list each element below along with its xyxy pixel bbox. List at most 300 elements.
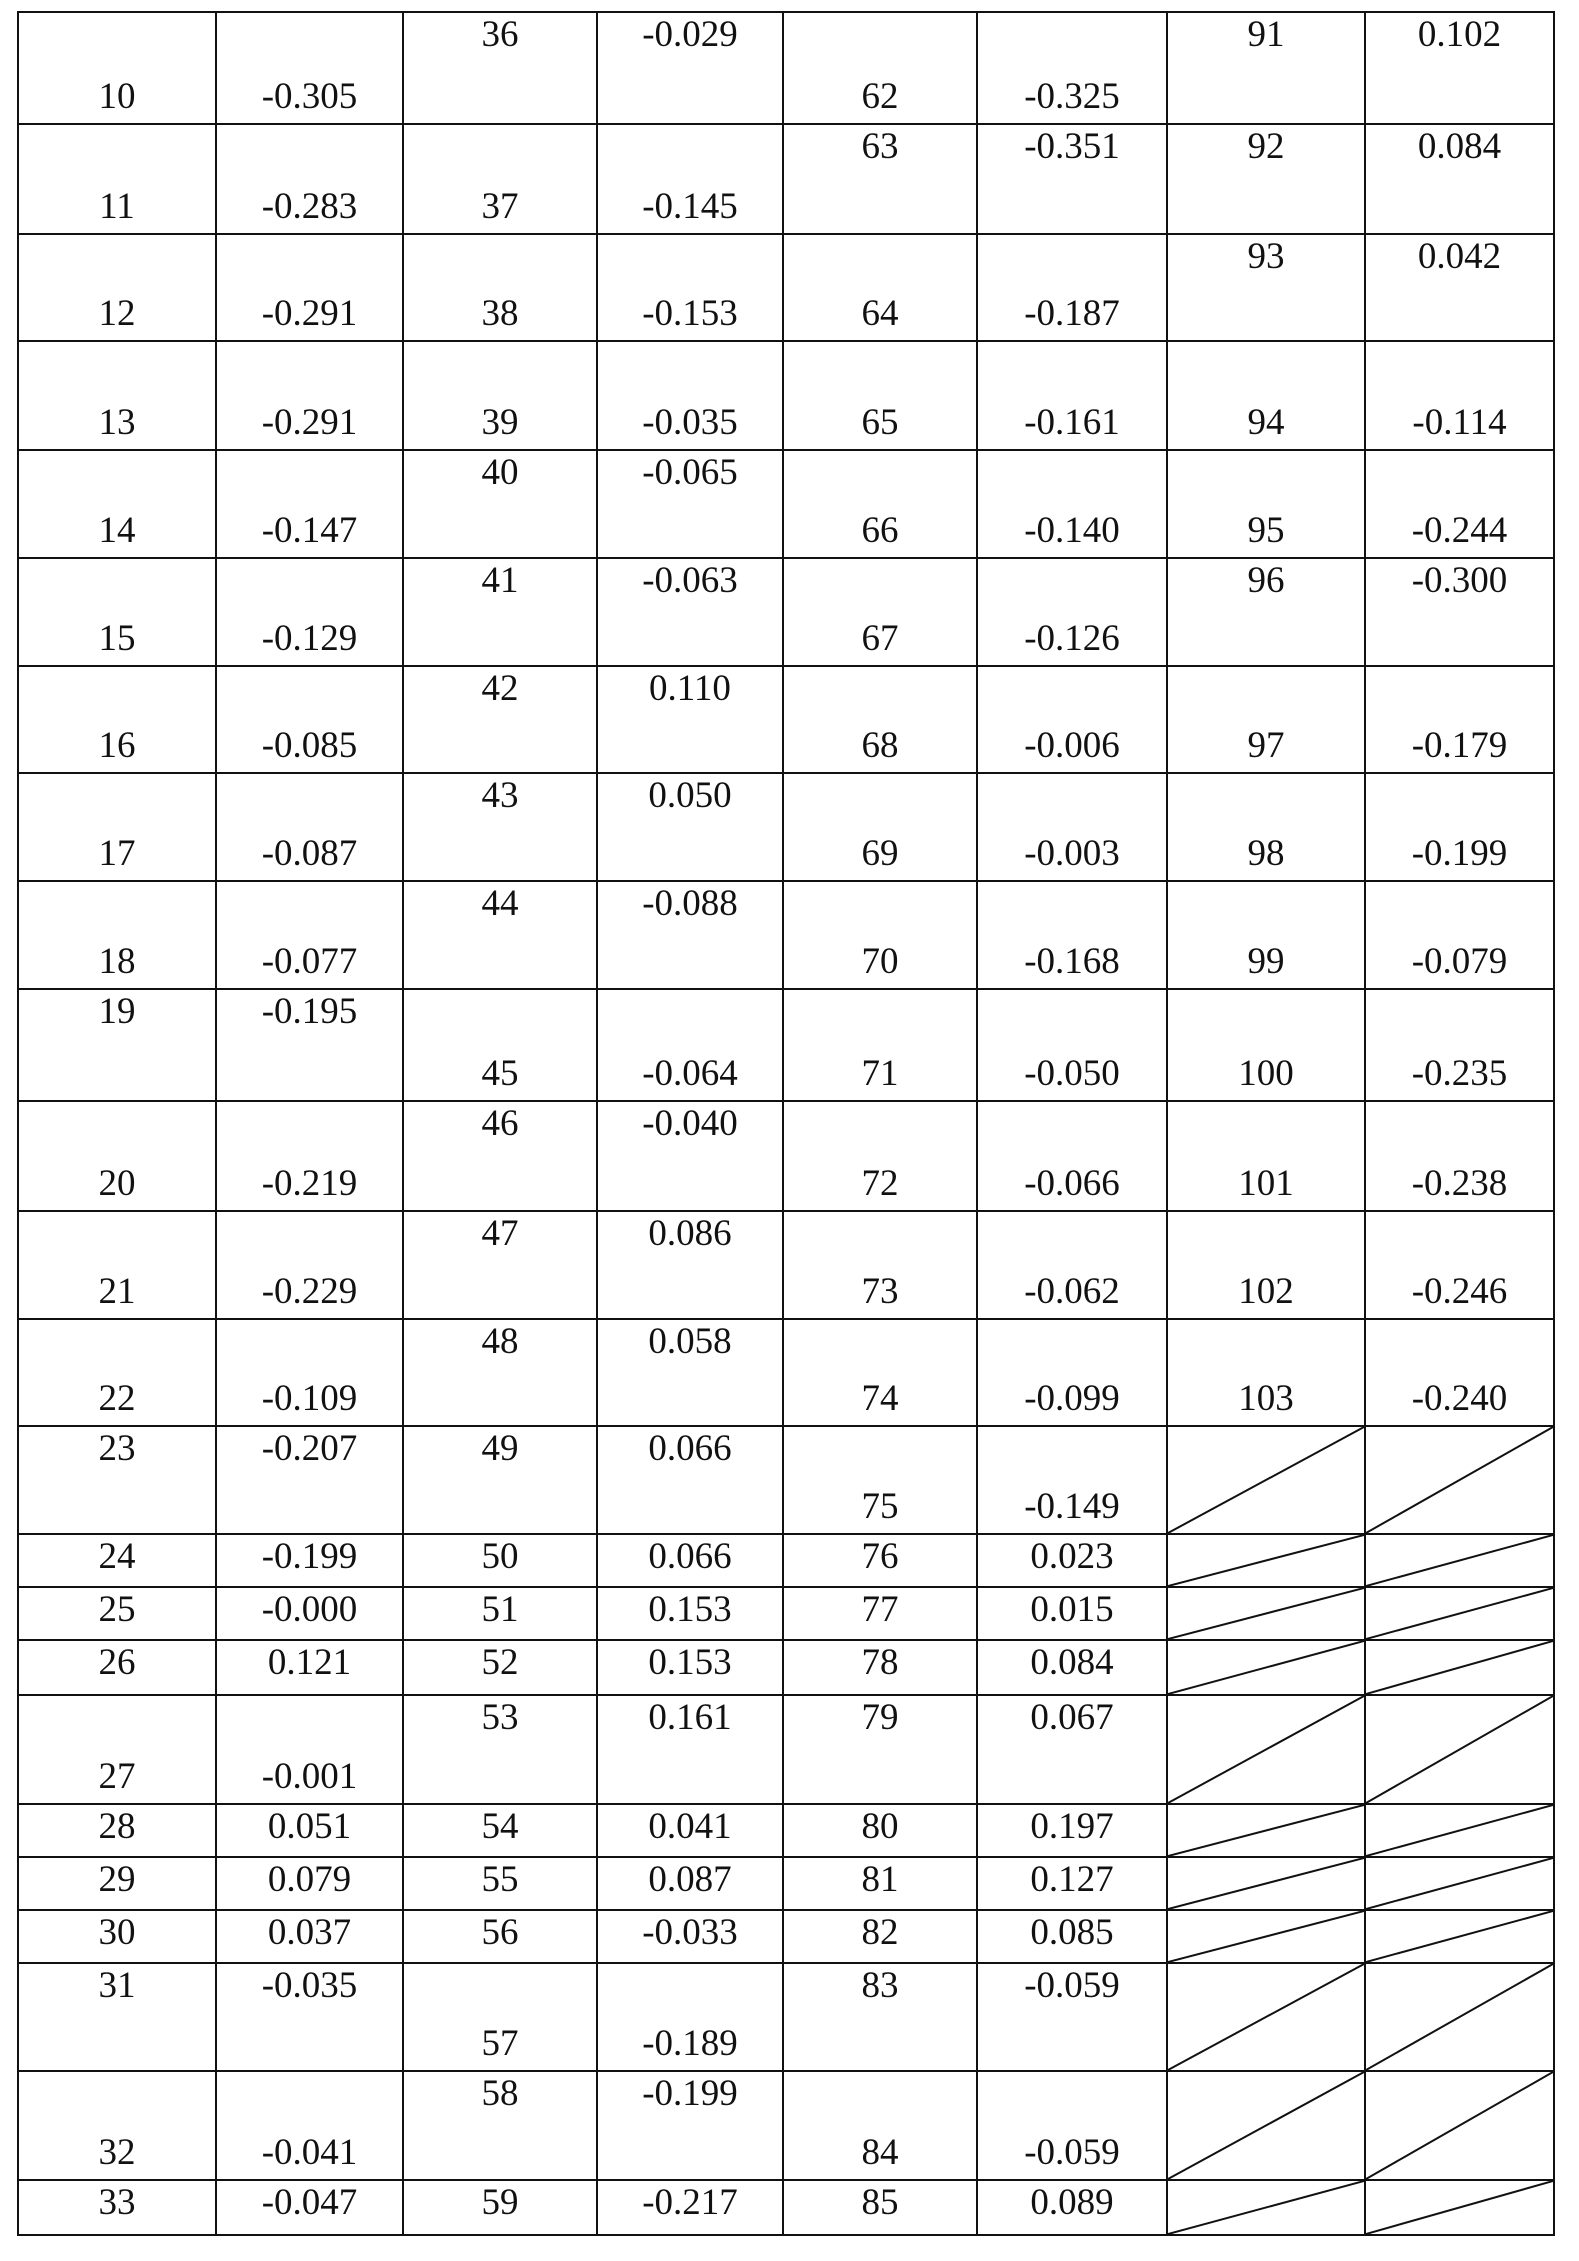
diagonal-slash — [1168, 1535, 1364, 1586]
empty-cell — [1365, 1640, 1554, 1695]
value-cell — [977, 666, 1167, 773]
value-cell — [1365, 773, 1554, 881]
value-text: -0.114 — [1366, 403, 1553, 443]
value-cell — [1365, 1101, 1554, 1211]
index-text: 103 — [1168, 1379, 1364, 1419]
value-text: -0.035 — [598, 403, 782, 443]
value-cell — [977, 881, 1167, 989]
index-cell — [783, 989, 977, 1101]
index-text: 15 — [19, 619, 215, 659]
index-cell — [783, 1695, 977, 1804]
value-cell — [216, 234, 403, 341]
index-text: 24 — [19, 1537, 215, 1577]
index-text: 96 — [1168, 561, 1364, 601]
index-text: 98 — [1168, 834, 1364, 874]
index-text: 12 — [19, 294, 215, 334]
index-text: 14 — [19, 511, 215, 551]
index-text: 36 — [404, 15, 596, 55]
index-text: 67 — [784, 619, 976, 659]
index-cell — [18, 1804, 216, 1857]
value-text: -0.351 — [978, 127, 1166, 167]
value-cell — [977, 1640, 1167, 1695]
value-cell — [216, 2180, 403, 2235]
value-text: 0.086 — [598, 1214, 782, 1254]
value-text: -0.199 — [1366, 834, 1553, 874]
index-text: 32 — [19, 2133, 215, 2173]
value-cell — [977, 234, 1167, 341]
index-cell — [783, 881, 977, 989]
value-cell — [977, 341, 1167, 450]
table-row — [18, 558, 1554, 666]
index-text: 79 — [784, 1698, 976, 1738]
index-text: 30 — [19, 1913, 215, 1953]
value-cell — [1365, 558, 1554, 666]
value-text: 0.023 — [978, 1537, 1166, 1577]
value-cell — [216, 1910, 403, 1963]
diagonal-slash — [1366, 1911, 1553, 1962]
index-text: 47 — [404, 1214, 596, 1254]
index-text: 21 — [19, 1272, 215, 1312]
diagonal-slash — [1168, 1588, 1364, 1639]
index-cell — [18, 1319, 216, 1426]
index-text: 102 — [1168, 1272, 1364, 1312]
value-text: -0.325 — [978, 77, 1166, 117]
diagonal-slash — [1168, 1427, 1364, 1533]
value-text: 0.087 — [598, 1860, 782, 1900]
value-text: 0.066 — [598, 1429, 782, 1469]
value-cell — [216, 2071, 403, 2180]
diagonal-slash — [1366, 1964, 1553, 2070]
value-text: 0.085 — [978, 1913, 1166, 1953]
index-cell — [1167, 1319, 1365, 1426]
diagonal-slash — [1366, 1858, 1553, 1909]
index-cell — [783, 124, 977, 234]
table-row — [18, 989, 1554, 1101]
index-text: 10 — [19, 77, 215, 117]
index-cell — [18, 1857, 216, 1910]
value-cell — [1365, 989, 1554, 1101]
value-cell — [597, 124, 783, 234]
index-cell — [1167, 450, 1365, 558]
index-text: 84 — [784, 2133, 976, 2173]
value-text: 0.161 — [598, 1698, 782, 1738]
diagonal-slash — [1168, 1858, 1364, 1909]
value-text: 0.084 — [1366, 127, 1553, 167]
table-row — [18, 773, 1554, 881]
index-text: 16 — [19, 726, 215, 766]
table-row — [18, 1640, 1554, 1695]
index-text: 49 — [404, 1429, 596, 1469]
index-text: 80 — [784, 1807, 976, 1847]
index-text: 77 — [784, 1590, 976, 1630]
index-cell — [783, 1587, 977, 1640]
empty-cell — [1365, 1857, 1554, 1910]
value-text: 0.153 — [598, 1590, 782, 1630]
index-text: 48 — [404, 1322, 596, 1362]
value-text: -0.099 — [978, 1379, 1166, 1419]
index-cell — [403, 558, 597, 666]
index-cell — [18, 1640, 216, 1695]
value-cell — [597, 773, 783, 881]
value-cell — [977, 1857, 1167, 1910]
index-cell — [783, 2180, 977, 2235]
index-cell — [403, 1587, 597, 1640]
index-text: 66 — [784, 511, 976, 551]
value-cell — [597, 234, 783, 341]
value-text: -0.189 — [598, 2024, 782, 2064]
index-cell — [1167, 1211, 1365, 1319]
value-cell — [977, 450, 1167, 558]
value-text: -0.085 — [217, 726, 402, 766]
table-row — [18, 12, 1554, 124]
value-text: -0.207 — [217, 1429, 402, 1469]
table-row — [18, 666, 1554, 773]
value-cell — [597, 989, 783, 1101]
index-cell — [783, 1101, 977, 1211]
index-text: 56 — [404, 1913, 596, 1953]
index-cell — [18, 666, 216, 773]
value-cell — [597, 341, 783, 450]
index-cell — [403, 1534, 597, 1587]
diagonal-slash — [1366, 1696, 1553, 1803]
index-cell — [783, 12, 977, 124]
index-text: 99 — [1168, 942, 1364, 982]
index-cell — [403, 124, 597, 234]
value-cell — [216, 989, 403, 1101]
index-cell — [403, 989, 597, 1101]
empty-cell — [1167, 1804, 1365, 1857]
index-text: 43 — [404, 776, 596, 816]
value-cell — [977, 1963, 1167, 2071]
index-text: 68 — [784, 726, 976, 766]
empty-cell — [1167, 2071, 1365, 2180]
index-cell — [403, 12, 597, 124]
value-cell — [977, 1319, 1167, 1426]
index-cell — [1167, 666, 1365, 773]
diagonal-slash — [1168, 1964, 1364, 2070]
index-cell — [18, 1587, 216, 1640]
value-text: -0.195 — [217, 992, 402, 1032]
index-cell — [403, 1319, 597, 1426]
diagonal-slash — [1168, 1911, 1364, 1962]
index-cell — [783, 666, 977, 773]
value-cell — [597, 12, 783, 124]
empty-cell — [1167, 2180, 1365, 2235]
value-text: -0.050 — [978, 1054, 1166, 1094]
empty-cell — [1167, 1640, 1365, 1695]
index-cell — [18, 1910, 216, 1963]
value-text: 0.153 — [598, 1643, 782, 1683]
index-text: 71 — [784, 1054, 976, 1094]
value-text: -0.033 — [598, 1913, 782, 1953]
value-text: -0.300 — [1366, 561, 1553, 601]
value-text: -0.109 — [217, 1379, 402, 1419]
index-text: 81 — [784, 1860, 976, 1900]
value-text: -0.244 — [1366, 511, 1553, 551]
value-cell — [597, 1319, 783, 1426]
value-text: 0.127 — [978, 1860, 1166, 1900]
index-cell — [403, 1640, 597, 1695]
table-row — [18, 1426, 1554, 1534]
index-cell — [403, 2180, 597, 2235]
value-cell — [1365, 12, 1554, 124]
value-text: -0.145 — [598, 187, 782, 227]
index-cell — [403, 1857, 597, 1910]
value-text: -0.238 — [1366, 1164, 1553, 1204]
value-text: -0.087 — [217, 834, 402, 874]
value-text: -0.291 — [217, 403, 402, 443]
value-cell — [1365, 341, 1554, 450]
index-cell — [18, 234, 216, 341]
value-cell — [1365, 124, 1554, 234]
value-cell — [597, 1695, 783, 1804]
value-text: -0.199 — [598, 2074, 782, 2114]
index-text: 42 — [404, 669, 596, 709]
table-row — [18, 1857, 1554, 1910]
value-text: 0.084 — [978, 1643, 1166, 1683]
index-text: 64 — [784, 294, 976, 334]
value-cell — [597, 1640, 783, 1695]
value-cell — [216, 1640, 403, 1695]
empty-cell — [1167, 1587, 1365, 1640]
index-text: 63 — [784, 127, 976, 167]
index-cell — [18, 1101, 216, 1211]
empty-cell — [1365, 1910, 1554, 1963]
index-cell — [783, 1426, 977, 1534]
value-text: 0.110 — [598, 669, 782, 709]
empty-cell — [1167, 1426, 1365, 1534]
index-cell — [403, 2071, 597, 2180]
value-cell — [597, 1587, 783, 1640]
value-text: 0.050 — [598, 776, 782, 816]
index-cell — [1167, 234, 1365, 341]
value-cell — [1365, 666, 1554, 773]
value-text: -0.179 — [1366, 726, 1553, 766]
index-text: 39 — [404, 403, 596, 443]
index-cell — [403, 234, 597, 341]
index-text: 41 — [404, 561, 596, 601]
index-cell — [18, 1963, 216, 2071]
index-cell — [783, 558, 977, 666]
value-cell — [216, 124, 403, 234]
value-text: 0.037 — [217, 1913, 402, 1953]
table-row — [18, 234, 1554, 341]
index-cell — [18, 773, 216, 881]
index-text: 78 — [784, 1643, 976, 1683]
value-cell — [216, 1857, 403, 1910]
index-text: 11 — [19, 187, 215, 227]
value-text: 0.079 — [217, 1860, 402, 1900]
index-cell — [783, 1640, 977, 1695]
index-text: 20 — [19, 1164, 215, 1204]
index-text: 38 — [404, 294, 596, 334]
diagonal-slash — [1366, 1805, 1553, 1856]
value-cell — [977, 1211, 1167, 1319]
index-text: 101 — [1168, 1164, 1364, 1204]
index-text: 69 — [784, 834, 976, 874]
value-text: -0.041 — [217, 2133, 402, 2173]
index-cell — [403, 1963, 597, 2071]
value-text: -0.063 — [598, 561, 782, 601]
value-text: -0.003 — [978, 834, 1166, 874]
value-text: -0.219 — [217, 1164, 402, 1204]
empty-cell — [1167, 1857, 1365, 1910]
index-cell — [18, 1426, 216, 1534]
index-cell — [18, 2071, 216, 2180]
diagonal-slash — [1366, 1588, 1553, 1639]
value-cell — [597, 1804, 783, 1857]
value-cell — [216, 881, 403, 989]
index-text: 27 — [19, 1757, 215, 1797]
index-text: 26 — [19, 1643, 215, 1683]
value-cell — [597, 666, 783, 773]
value-text: -0.047 — [217, 2183, 402, 2223]
value-cell — [1365, 1319, 1554, 1426]
value-text: 0.102 — [1366, 15, 1553, 55]
index-cell — [1167, 773, 1365, 881]
table-row — [18, 1319, 1554, 1426]
value-text: -0.153 — [598, 294, 782, 334]
index-text: 91 — [1168, 15, 1364, 55]
table-row — [18, 1695, 1554, 1804]
value-cell — [216, 666, 403, 773]
value-cell — [216, 1534, 403, 1587]
value-text: -0.291 — [217, 294, 402, 334]
value-cell — [977, 773, 1167, 881]
value-text: -0.168 — [978, 942, 1166, 982]
index-cell — [1167, 341, 1365, 450]
value-text: -0.187 — [978, 294, 1166, 334]
value-text: -0.129 — [217, 619, 402, 659]
index-text: 55 — [404, 1860, 596, 1900]
value-cell — [216, 1426, 403, 1534]
empty-cell — [1365, 2180, 1554, 2235]
value-cell — [597, 1963, 783, 2071]
table-row — [18, 450, 1554, 558]
value-cell — [1365, 234, 1554, 341]
value-cell — [977, 1804, 1167, 1857]
value-cell — [597, 1910, 783, 1963]
value-cell — [597, 2180, 783, 2235]
index-cell — [18, 1211, 216, 1319]
value-cell — [977, 1426, 1167, 1534]
index-cell — [18, 450, 216, 558]
table-row — [18, 881, 1554, 989]
index-cell — [403, 881, 597, 989]
value-text: -0.029 — [598, 15, 782, 55]
value-text: 0.197 — [978, 1807, 1166, 1847]
index-cell — [403, 1910, 597, 1963]
value-text: -0.240 — [1366, 1379, 1553, 1419]
value-cell — [977, 124, 1167, 234]
index-cell — [403, 1695, 597, 1804]
table-row — [18, 1101, 1554, 1211]
value-text: -0.305 — [217, 77, 402, 117]
value-cell — [216, 773, 403, 881]
index-cell — [783, 1910, 977, 1963]
index-cell — [403, 1804, 597, 1857]
index-cell — [403, 666, 597, 773]
index-cell — [403, 450, 597, 558]
empty-cell — [1365, 1587, 1554, 1640]
value-cell — [977, 1695, 1167, 1804]
diagonal-slash — [1366, 1641, 1553, 1694]
value-text: -0.077 — [217, 942, 402, 982]
empty-cell — [1167, 1534, 1365, 1587]
index-cell — [18, 558, 216, 666]
value-cell — [977, 558, 1167, 666]
diagonal-slash — [1168, 1696, 1364, 1803]
index-text: 54 — [404, 1807, 596, 1847]
index-cell — [18, 989, 216, 1101]
index-cell — [783, 450, 977, 558]
value-text: -0.006 — [978, 726, 1166, 766]
index-text: 59 — [404, 2183, 596, 2223]
table-row — [18, 1534, 1554, 1587]
value-cell — [597, 1857, 783, 1910]
index-cell — [403, 341, 597, 450]
value-cell — [977, 2071, 1167, 2180]
index-text: 50 — [404, 1537, 596, 1577]
value-text: 0.089 — [978, 2183, 1166, 2223]
value-text: -0.001 — [217, 1757, 402, 1797]
index-text: 23 — [19, 1429, 215, 1469]
index-text: 92 — [1168, 127, 1364, 167]
index-text: 17 — [19, 834, 215, 874]
table-row — [18, 341, 1554, 450]
empty-cell — [1365, 1804, 1554, 1857]
empty-cell — [1365, 1534, 1554, 1587]
value-text: -0.062 — [978, 1272, 1166, 1312]
index-cell — [783, 1319, 977, 1426]
index-cell — [403, 773, 597, 881]
empty-cell — [1365, 1426, 1554, 1534]
empty-cell — [1167, 1695, 1365, 1804]
value-cell — [216, 1587, 403, 1640]
table-row — [18, 1910, 1554, 1963]
index-text: 52 — [404, 1643, 596, 1683]
value-cell — [977, 2180, 1167, 2235]
index-text: 51 — [404, 1590, 596, 1630]
value-cell — [977, 1534, 1167, 1587]
index-text: 22 — [19, 1379, 215, 1419]
index-text: 65 — [784, 403, 976, 443]
index-cell — [18, 1534, 216, 1587]
value-cell — [216, 1963, 403, 2071]
value-text: 0.067 — [978, 1698, 1166, 1738]
index-text: 75 — [784, 1487, 976, 1527]
data-table — [17, 11, 1555, 2236]
value-text: -0.199 — [217, 1537, 402, 1577]
index-cell — [783, 1804, 977, 1857]
value-text: -0.283 — [217, 187, 402, 227]
diagonal-slash — [1366, 2072, 1553, 2179]
value-text: 0.121 — [217, 1643, 402, 1683]
value-text: -0.235 — [1366, 1054, 1553, 1094]
value-cell — [597, 881, 783, 989]
diagonal-slash — [1168, 1805, 1364, 1856]
table-row — [18, 1804, 1554, 1857]
index-cell — [783, 1534, 977, 1587]
diagonal-slash — [1168, 2181, 1364, 2234]
index-text: 19 — [19, 992, 215, 1032]
diagonal-slash — [1168, 2072, 1364, 2179]
index-text: 62 — [784, 77, 976, 117]
index-text: 100 — [1168, 1054, 1364, 1094]
index-text: 44 — [404, 884, 596, 924]
value-text: -0.229 — [217, 1272, 402, 1312]
value-cell — [216, 450, 403, 558]
